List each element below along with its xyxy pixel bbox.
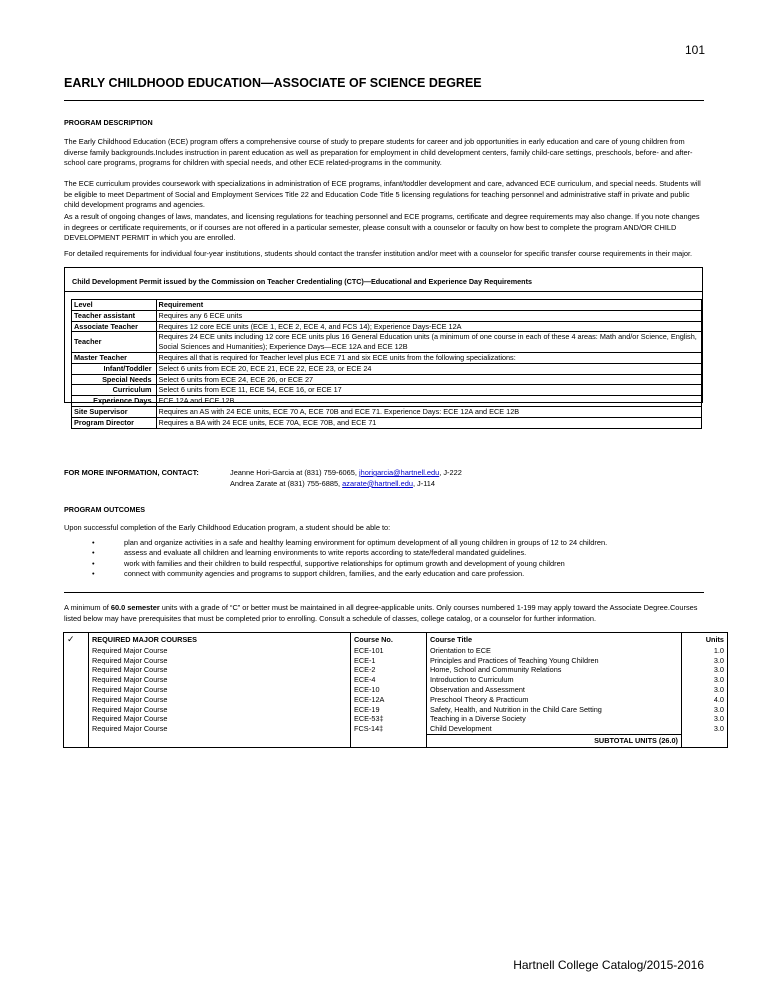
- outcome-text: plan and organize activities in a safe and healthy learning environment for optimum development of all young children in groups of 12 to 24 children.: [124, 538, 608, 547]
- course-number: ECE-12A: [351, 695, 427, 705]
- list-item: [92, 569, 704, 579]
- checkmark-icon: ✓: [67, 635, 75, 645]
- permit-level: Teacher: [72, 332, 157, 353]
- permit-requirement: Select 6 units from ECE 24, ECE 26, or ECE 27: [156, 374, 701, 385]
- contact-label: FOR MORE INFORMATION, CONTACT:: [64, 468, 199, 477]
- table-row: [64, 665, 728, 675]
- permit-requirement: Requires a BA with 24 ECE units, ECE 70A, ECE 70B, and ECE 71: [156, 417, 701, 428]
- list-item: [92, 538, 704, 548]
- permit-level: Experience Days: [72, 396, 157, 407]
- table-row: [64, 675, 728, 685]
- course-category: Required Major Course: [89, 714, 351, 724]
- course-number: ECE-1: [351, 656, 427, 666]
- course-title: Orientation to ECE: [427, 646, 682, 656]
- permit-requirement: ECE 12A and ECE 12B: [156, 396, 701, 407]
- outcomes-intro: Upon successful completion of the Early Childhood Education program, a student should be able to:: [64, 523, 391, 532]
- permit-requirement: Select 6 units from ECE 20, ECE 21, ECE 22, ECE 23, or ECE 24: [156, 363, 701, 374]
- check-cell: [64, 685, 89, 695]
- check-cell: [64, 724, 89, 734]
- course-number: ECE-19: [351, 705, 427, 715]
- course-units: 3.0: [682, 665, 728, 675]
- category-cell: [89, 734, 351, 747]
- list-item: [92, 559, 704, 569]
- check-cell: [64, 656, 89, 666]
- check-cell: [64, 734, 89, 747]
- course-title: Safety, Health, and Nutrition in the Child Care Setting: [427, 705, 682, 715]
- ctc-title: Child Development Permit issued by the Commission on Teacher Credentialing (CTC)—Educational and Experience Day Requirements: [72, 277, 532, 286]
- minimum-pre: A minimum of: [64, 603, 111, 612]
- table-row: [64, 724, 728, 734]
- ctc-box: [64, 267, 703, 427]
- course-units: 3.0: [682, 675, 728, 685]
- table-row: [64, 714, 728, 724]
- contact-text: , J-222: [439, 468, 462, 477]
- page-title: EARLY CHILDHOOD EDUCATION—ASSOCIATE OF SCIENCE DEGREE: [64, 76, 482, 90]
- course-number: FCS-14‡: [351, 724, 427, 734]
- outcomes-rule: [64, 592, 704, 593]
- course-number: ECE-2: [351, 665, 427, 675]
- permit-level: Master Teacher: [72, 352, 157, 363]
- table-row: [64, 646, 728, 656]
- minimum-units-note: [64, 603, 704, 624]
- permit-level: Curriculum: [72, 385, 157, 396]
- program-outcomes-heading: PROGRAM OUTCOMES: [64, 505, 146, 514]
- course-title: Child Development: [427, 724, 682, 734]
- course-title: Teaching in a Diverse Society: [427, 714, 682, 724]
- bullet-icon: •: [92, 558, 95, 568]
- footer: Hartnell College Catalog/2015-2016: [513, 958, 704, 972]
- email-link[interactable]: jhorigarcia@hartnell.edu: [359, 468, 440, 477]
- subtotal: SUBTOTAL UNITS (26.0): [427, 734, 682, 747]
- contact-line: [230, 479, 435, 490]
- permit-requirement: Requires 12 core ECE units (ECE 1, ECE 2, ECE 4, and FCS 14); Experience Days-ECE 12A: [156, 321, 701, 332]
- course-units: 1.0: [682, 646, 728, 656]
- course-category: Required Major Course: [89, 646, 351, 656]
- units-header: Units: [682, 633, 728, 646]
- description-paragraph-2: The ECE curriculum provides coursework with specializations in administration of ECE programs, infant/toddler development and care, advanced ECE curriculum, and special needs. Students will be eligible to meet Department of Social and Employment Services Title 22 and Education Code Title 5 licensing regulations for teaching personnel and administrative staff in private and public child development programs and agencies.: [64, 179, 701, 209]
- contact-text: Jeanne Hori-Garcia at (831) 759-6065,: [230, 468, 359, 477]
- table-row: [64, 705, 728, 715]
- course-number: ECE-101: [351, 646, 427, 656]
- permit-requirement: Requires an AS with 24 ECE units, ECE 70 A, ECE 70B and ECE 71. Experience Days: ECE 12A and ECE 12B: [156, 406, 701, 417]
- course-category: Required Major Course: [89, 695, 351, 705]
- permit-level: Site Supervisor: [72, 406, 157, 417]
- course-title: Home, School and Community Relations: [427, 665, 682, 675]
- page-number: 101: [684, 43, 705, 57]
- contact-line: [230, 468, 462, 479]
- permit-requirement-header: Requirement: [156, 300, 701, 311]
- course-units: 3.0: [682, 714, 728, 724]
- permit-table: [71, 299, 702, 429]
- permit-requirement: Requires 24 ECE units including 12 core ECE units plus 16 General Education units (a minimum of one course in each of these 4 areas: Math and/or Science, English, Social Sciences and Humanities); Experience Days—ECE 12A and ECE 12B: [156, 332, 701, 353]
- check-cell: [64, 675, 89, 685]
- bullet-icon: •: [92, 548, 95, 558]
- contact-block: [64, 468, 704, 490]
- course-title-header: Course Title: [427, 633, 682, 646]
- number-cell: [351, 734, 427, 747]
- permit-level: Associate Teacher: [72, 321, 157, 332]
- check-cell: [64, 714, 89, 724]
- permit-level-header: Level: [72, 300, 157, 311]
- course-title: Observation and Assessment: [427, 685, 682, 695]
- outcome-text: work with families and their children to build respectful, supportive relationships for optimum growth and development of young children: [124, 558, 565, 568]
- description-paragraph-1: The Early Childhood Education (ECE) program offers a comprehensive course of study to prepare students for career and job opportunities in early education and care of young children from diverse family backgrounds.Includes instruction in parent education as well as preparation for employment in child development centers, family child-care settings, preschools, before- and after-school care programs, programs for children with special needs, and other ECE related-programs in the community.: [64, 137, 693, 167]
- minimum-bold: 60.0 semester: [110, 603, 160, 612]
- permit-level: Infant/Toddler: [72, 363, 157, 374]
- course-category: Required Major Course: [89, 665, 351, 675]
- course-units: 3.0: [682, 705, 728, 715]
- table-row: [64, 685, 728, 695]
- course-number: ECE-4: [351, 675, 427, 685]
- courses-table: [63, 632, 728, 748]
- course-category: Required Major Course: [89, 685, 351, 695]
- permit-level: Teacher assistant: [72, 310, 157, 321]
- permit-requirement: Requires any 6 ECE units: [156, 310, 701, 321]
- table-row: [64, 695, 728, 705]
- outcome-text: connect with community agencies and programs to support children, families, and the early education and care profession.: [124, 569, 525, 579]
- check-cell: [64, 705, 89, 715]
- check-cell: [64, 646, 89, 656]
- category-header: REQUIRED MAJOR COURSES: [89, 633, 351, 646]
- check-column: [64, 633, 89, 646]
- permit-requirement: Select 6 units from ECE 11, ECE 54, ECE 16, or ECE 17: [156, 385, 701, 396]
- course-number: ECE-10: [351, 685, 427, 695]
- course-category: Required Major Course: [89, 656, 351, 666]
- check-cell: [64, 665, 89, 675]
- description-paragraph-3: As a result of ongoing changes of laws, mandates, and licensing regulations for teaching personnel and ECE programs, certificate and degree requirements may also change. If you note changes in degrees or certificate requirements, or if courses are not offered in a particular semester, please consult with a counselor or faculty on how best to complete the program AND/OR CHILD DEVELOPMENT PERMIT in which you are enrolled.: [64, 212, 700, 242]
- outcomes-list: [92, 538, 704, 580]
- course-units: 3.0: [682, 724, 728, 734]
- permit-requirement: Requires all that is required for Teacher level plus ECE 71 and six ECE units from the following specializations:: [156, 352, 701, 363]
- permit-level: Program Director: [72, 417, 157, 428]
- ctc-divider: [65, 291, 702, 292]
- course-no-header: Course No.: [351, 633, 427, 646]
- course-category: Required Major Course: [89, 705, 351, 715]
- course-category: Required Major Course: [89, 675, 351, 685]
- bullet-icon: •: [92, 538, 95, 547]
- check-cell: [64, 695, 89, 705]
- course-units: 3.0: [682, 685, 728, 695]
- description-paragraph-4: For detailed requirements for individual four-year institutions, students should contact the transfer institution and/or meet with a counselor for specific transfer course requirements in their major.: [64, 249, 693, 258]
- course-title: Principles and Practices of Teaching Young Children: [427, 656, 682, 666]
- permit-level: Special Needs: [72, 374, 157, 385]
- program-description-heading: PROGRAM DESCRIPTION: [64, 118, 153, 127]
- course-units: 3.0: [682, 656, 728, 666]
- course-title: Introduction to Curriculum: [427, 675, 682, 685]
- list-item: [92, 548, 704, 558]
- course-title: Preschool Theory & Practicum: [427, 695, 682, 705]
- contact-text: Andrea Zarate at (831) 755-6885,: [230, 478, 343, 488]
- outcome-text: assess and evaluate all children and learning environments to write reports according to state/federal mandated guidelines.: [124, 548, 527, 558]
- course-units: 4.0: [682, 695, 728, 705]
- minimum-post: units with a grade of “C” or better must be maintained in all degree-applicable units. Only courses numbered 1-199 may apply toward the Associate Degree.Courses listed below may have prerequisites that must be completed prior to enrolling. Consult a schedule of classes, college catalog, or a counselor for further information.: [64, 603, 698, 623]
- email-link[interactable]: azarate@hartnell.edu: [342, 478, 413, 488]
- table-row: [64, 656, 728, 666]
- contact-text: , J-114: [412, 478, 435, 488]
- bullet-icon: •: [92, 569, 95, 579]
- units-cell: [682, 734, 728, 747]
- course-category: Required Major Course: [89, 724, 351, 734]
- course-number: ECE-53‡: [351, 714, 427, 724]
- title-rule: [64, 100, 704, 101]
